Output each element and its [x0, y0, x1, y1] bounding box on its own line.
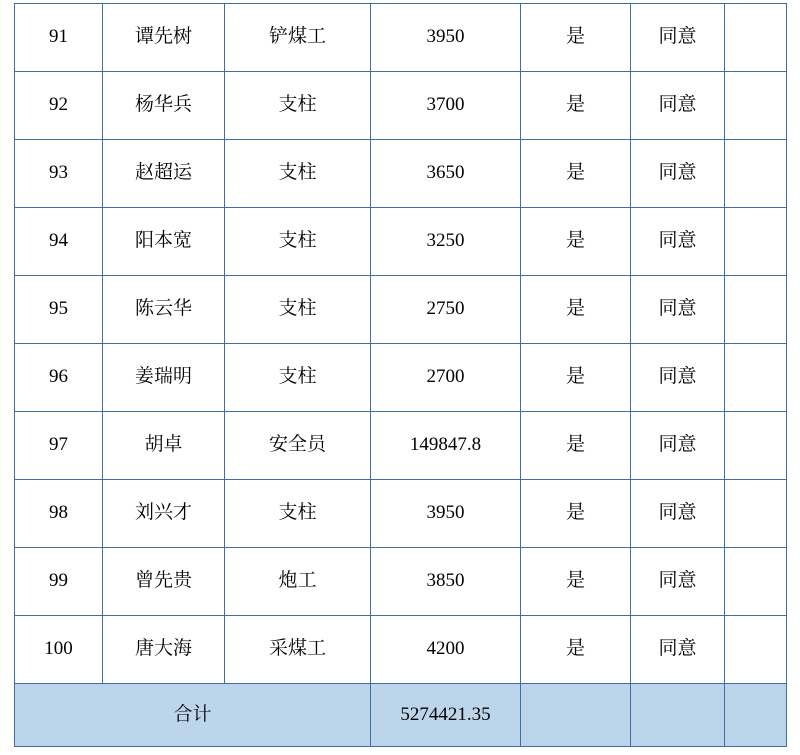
- cell-job: 炮工: [225, 548, 371, 616]
- cell-flag-a: 是: [521, 616, 631, 684]
- cell-no: 98: [15, 480, 103, 548]
- cell-job: 支柱: [225, 140, 371, 208]
- cell-amount: 3850: [371, 548, 521, 616]
- cell-job: 支柱: [225, 480, 371, 548]
- cell-job: 支柱: [225, 344, 371, 412]
- cell-no: 99: [15, 548, 103, 616]
- total-flag-b: [631, 684, 725, 747]
- table-row: [15, 616, 787, 684]
- table-row: [15, 72, 787, 140]
- cell-no: 93: [15, 140, 103, 208]
- cell-blank: [725, 208, 787, 276]
- table-body: [15, 4, 787, 747]
- cell-no: 92: [15, 72, 103, 140]
- cell-no: 91: [15, 4, 103, 72]
- cell-name: 唐大海: [103, 616, 225, 684]
- table-row: [15, 344, 787, 412]
- cell-no: 96: [15, 344, 103, 412]
- cell-name: 胡卓: [103, 412, 225, 480]
- total-flag-a: [521, 684, 631, 747]
- table-total-row: [15, 684, 787, 747]
- cell-blank: [725, 72, 787, 140]
- cell-job: 采煤工: [225, 616, 371, 684]
- total-amount: 5274421.35: [371, 684, 521, 747]
- cell-flag-a: 是: [521, 412, 631, 480]
- cell-no: 100: [15, 616, 103, 684]
- cell-name: 阳本宽: [103, 208, 225, 276]
- cell-flag-a: 是: [521, 72, 631, 140]
- cell-blank: [725, 344, 787, 412]
- cell-blank: [725, 4, 787, 72]
- cell-flag-a: 是: [521, 140, 631, 208]
- cell-amount: 3700: [371, 72, 521, 140]
- cell-blank: [725, 548, 787, 616]
- table-row: [15, 480, 787, 548]
- cell-flag-a: 是: [521, 4, 631, 72]
- cell-name: 刘兴才: [103, 480, 225, 548]
- cell-flag-b: 同意: [631, 480, 725, 548]
- cell-no: 94: [15, 208, 103, 276]
- cell-flag-b: 同意: [631, 276, 725, 344]
- cell-flag-a: 是: [521, 276, 631, 344]
- cell-job: 支柱: [225, 208, 371, 276]
- table-row: [15, 276, 787, 344]
- cell-flag-b: 同意: [631, 412, 725, 480]
- document-page: [0, 3, 800, 755]
- cell-blank: [725, 140, 787, 208]
- total-label: 合计: [15, 684, 371, 747]
- cell-name: 赵超运: [103, 140, 225, 208]
- table-row: [15, 4, 787, 72]
- cell-job: 支柱: [225, 72, 371, 140]
- cell-amount: 3250: [371, 208, 521, 276]
- table-row: [15, 412, 787, 480]
- cell-no: 97: [15, 412, 103, 480]
- cell-name: 曾先贵: [103, 548, 225, 616]
- cell-amount: 2700: [371, 344, 521, 412]
- cell-blank: [725, 616, 787, 684]
- cell-flag-b: 同意: [631, 208, 725, 276]
- cell-blank: [725, 412, 787, 480]
- table-row: [15, 140, 787, 208]
- cell-amount: 3950: [371, 4, 521, 72]
- cell-amount: 149847.8: [371, 412, 521, 480]
- cell-name: 谭先树: [103, 4, 225, 72]
- cell-flag-b: 同意: [631, 616, 725, 684]
- table-row: [15, 208, 787, 276]
- cell-job: 安全员: [225, 412, 371, 480]
- cell-job: 铲煤工: [225, 4, 371, 72]
- cell-blank: [725, 480, 787, 548]
- cell-job: 支柱: [225, 276, 371, 344]
- cell-amount: 2750: [371, 276, 521, 344]
- cell-blank: [725, 276, 787, 344]
- cell-name: 陈云华: [103, 276, 225, 344]
- payroll-table: [14, 3, 787, 747]
- total-blank: [725, 684, 787, 747]
- cell-flag-b: 同意: [631, 344, 725, 412]
- cell-flag-b: 同意: [631, 548, 725, 616]
- cell-name: 姜瑞明: [103, 344, 225, 412]
- cell-flag-a: 是: [521, 344, 631, 412]
- cell-flag-a: 是: [521, 208, 631, 276]
- cell-name: 杨华兵: [103, 72, 225, 140]
- cell-flag-b: 同意: [631, 140, 725, 208]
- cell-flag-b: 同意: [631, 4, 725, 72]
- cell-amount: 3950: [371, 480, 521, 548]
- cell-flag-a: 是: [521, 548, 631, 616]
- cell-flag-b: 同意: [631, 72, 725, 140]
- cell-flag-a: 是: [521, 480, 631, 548]
- cell-no: 95: [15, 276, 103, 344]
- cell-amount: 3650: [371, 140, 521, 208]
- cell-amount: 4200: [371, 616, 521, 684]
- table-row: [15, 548, 787, 616]
